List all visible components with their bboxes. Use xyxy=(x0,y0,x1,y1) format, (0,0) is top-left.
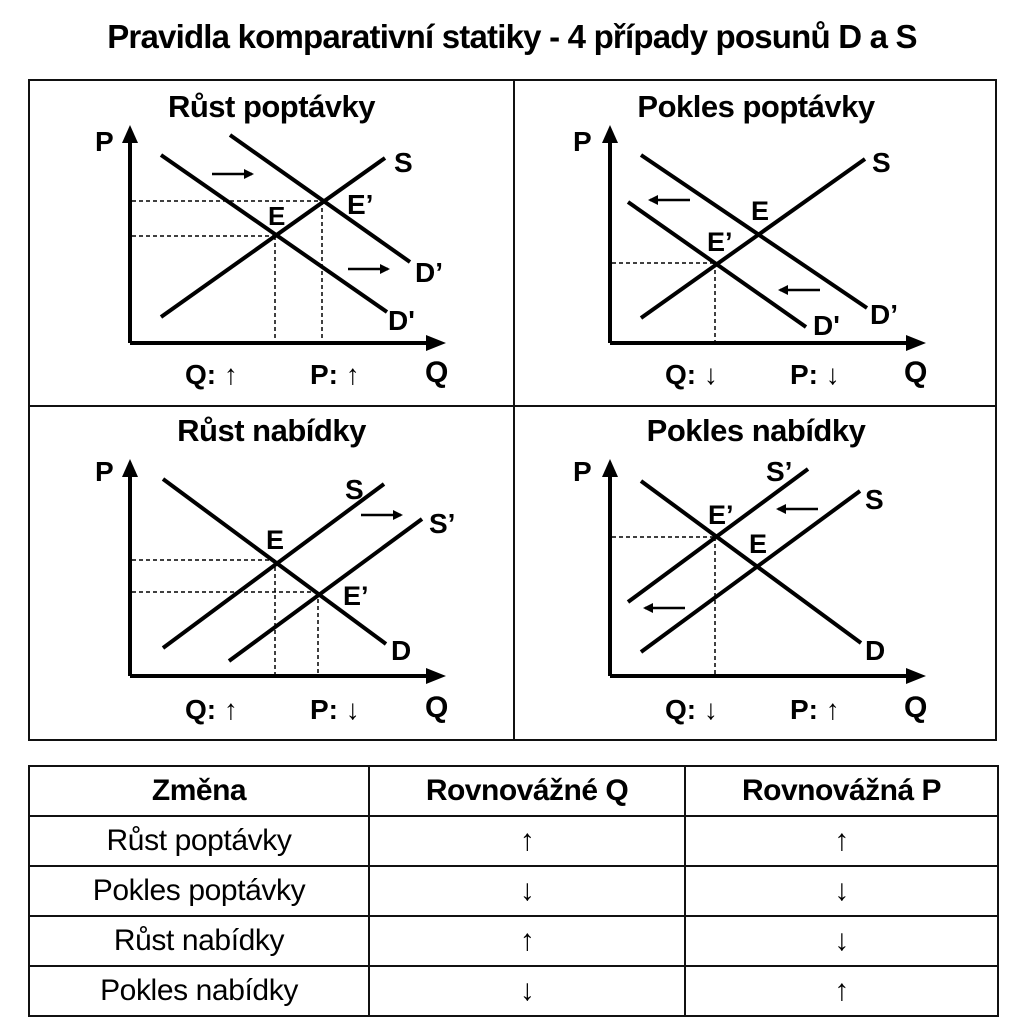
table-row xyxy=(29,816,998,866)
result-q: Q: ↓ xyxy=(665,359,718,390)
curve-label-d-old: D’ xyxy=(870,299,898,330)
q-direction: ↑ xyxy=(369,916,685,966)
point-label-e-new: E’ xyxy=(707,227,733,257)
axis-label-q: Q xyxy=(425,691,449,724)
result-q: Q: ↑ xyxy=(185,694,238,725)
demand-increase-diagram xyxy=(30,81,513,405)
axis-label-p: P xyxy=(95,456,114,487)
table-row xyxy=(29,966,998,1016)
axis-label-p: P xyxy=(95,126,114,157)
axis-label-q: Q xyxy=(904,356,928,389)
curve-label-s-new: S’ xyxy=(766,456,793,487)
curve-label-d: D xyxy=(865,635,886,666)
demand-curve-shifted xyxy=(230,135,410,262)
point-label-e: E xyxy=(749,529,768,559)
result-p: P: ↓ xyxy=(310,694,360,725)
table-row xyxy=(29,866,998,916)
axis-label-p: P xyxy=(573,126,592,157)
curve-label-d-old: D' xyxy=(388,305,415,336)
result-q: Q: ↓ xyxy=(665,694,718,725)
curve-label-s: S xyxy=(345,474,364,505)
axis-label-p: P xyxy=(573,456,592,487)
page-title: Pravidla komparativní statiky - 4 případy posunů D a S xyxy=(107,18,917,55)
panel-title: Růst nabídky xyxy=(177,413,366,448)
supply-curve-original xyxy=(163,484,384,648)
panel-demand-increase xyxy=(30,81,513,405)
p-direction: ↓ xyxy=(685,916,998,966)
point-label-e-new: E’ xyxy=(708,500,734,530)
q-direction: ↑ xyxy=(369,816,685,866)
point-label-e-new: E’ xyxy=(343,581,369,611)
guide-lines xyxy=(612,537,715,674)
axis-label-q: Q xyxy=(425,356,449,389)
q-direction: ↓ xyxy=(369,966,685,1016)
curve-label-d: D xyxy=(391,635,412,666)
point-label-e-new: E’ xyxy=(347,189,374,220)
supply-decrease-diagram xyxy=(515,407,997,741)
point-label-e: E xyxy=(268,201,286,231)
panel-title: Pokles nabídky xyxy=(646,413,866,448)
diagram-grid xyxy=(28,79,997,741)
p-direction: ↑ xyxy=(685,816,998,866)
curve-label-s: S xyxy=(394,147,413,178)
point-label-e: E xyxy=(266,525,285,555)
p-direction: ↑ xyxy=(685,966,998,1016)
demand-decrease-diagram xyxy=(515,81,997,405)
panel-supply-increase xyxy=(30,407,513,741)
summary-table xyxy=(28,765,999,1017)
result-p: P: ↑ xyxy=(310,359,360,390)
curve-label-d-new: D’ xyxy=(415,257,443,288)
panel-title: Pokles poptávky xyxy=(637,89,875,124)
header-change: Změna xyxy=(29,766,369,816)
supply-increase-diagram xyxy=(30,407,513,741)
demand-curve xyxy=(641,481,861,643)
table-row xyxy=(29,916,998,966)
axis-label-q: Q xyxy=(904,691,928,724)
curve-label-s: S xyxy=(872,147,891,178)
panel-supply-decrease xyxy=(515,407,997,741)
demand-curve-original xyxy=(641,155,867,308)
result-p: P: ↓ xyxy=(790,359,840,390)
panel-title: Růst poptávky xyxy=(167,89,376,124)
supply-curve xyxy=(161,158,385,317)
curve-label-s-new: S’ xyxy=(429,508,456,539)
header-equilibrium-q: Rovnovážné Q xyxy=(369,766,685,816)
row-label: Růst nabídky xyxy=(29,916,369,966)
curve-label-s: S xyxy=(865,484,884,515)
supply-curve xyxy=(641,159,865,318)
table-header-row xyxy=(29,766,998,816)
point-label-e: E xyxy=(751,196,770,226)
row-label: Pokles nabídky xyxy=(29,966,369,1016)
supply-curve-original xyxy=(641,491,860,652)
row-label: Pokles poptávky xyxy=(29,866,369,916)
row-label: Růst poptávky xyxy=(29,816,369,866)
result-q: Q: ↑ xyxy=(185,359,238,390)
panel-demand-decrease xyxy=(515,81,997,405)
header-equilibrium-p: Rovnovážná P xyxy=(685,766,998,816)
result-p: P: ↑ xyxy=(790,694,840,725)
curve-label-d-new: D' xyxy=(813,310,840,341)
p-direction: ↓ xyxy=(685,866,998,916)
q-direction: ↓ xyxy=(369,866,685,916)
